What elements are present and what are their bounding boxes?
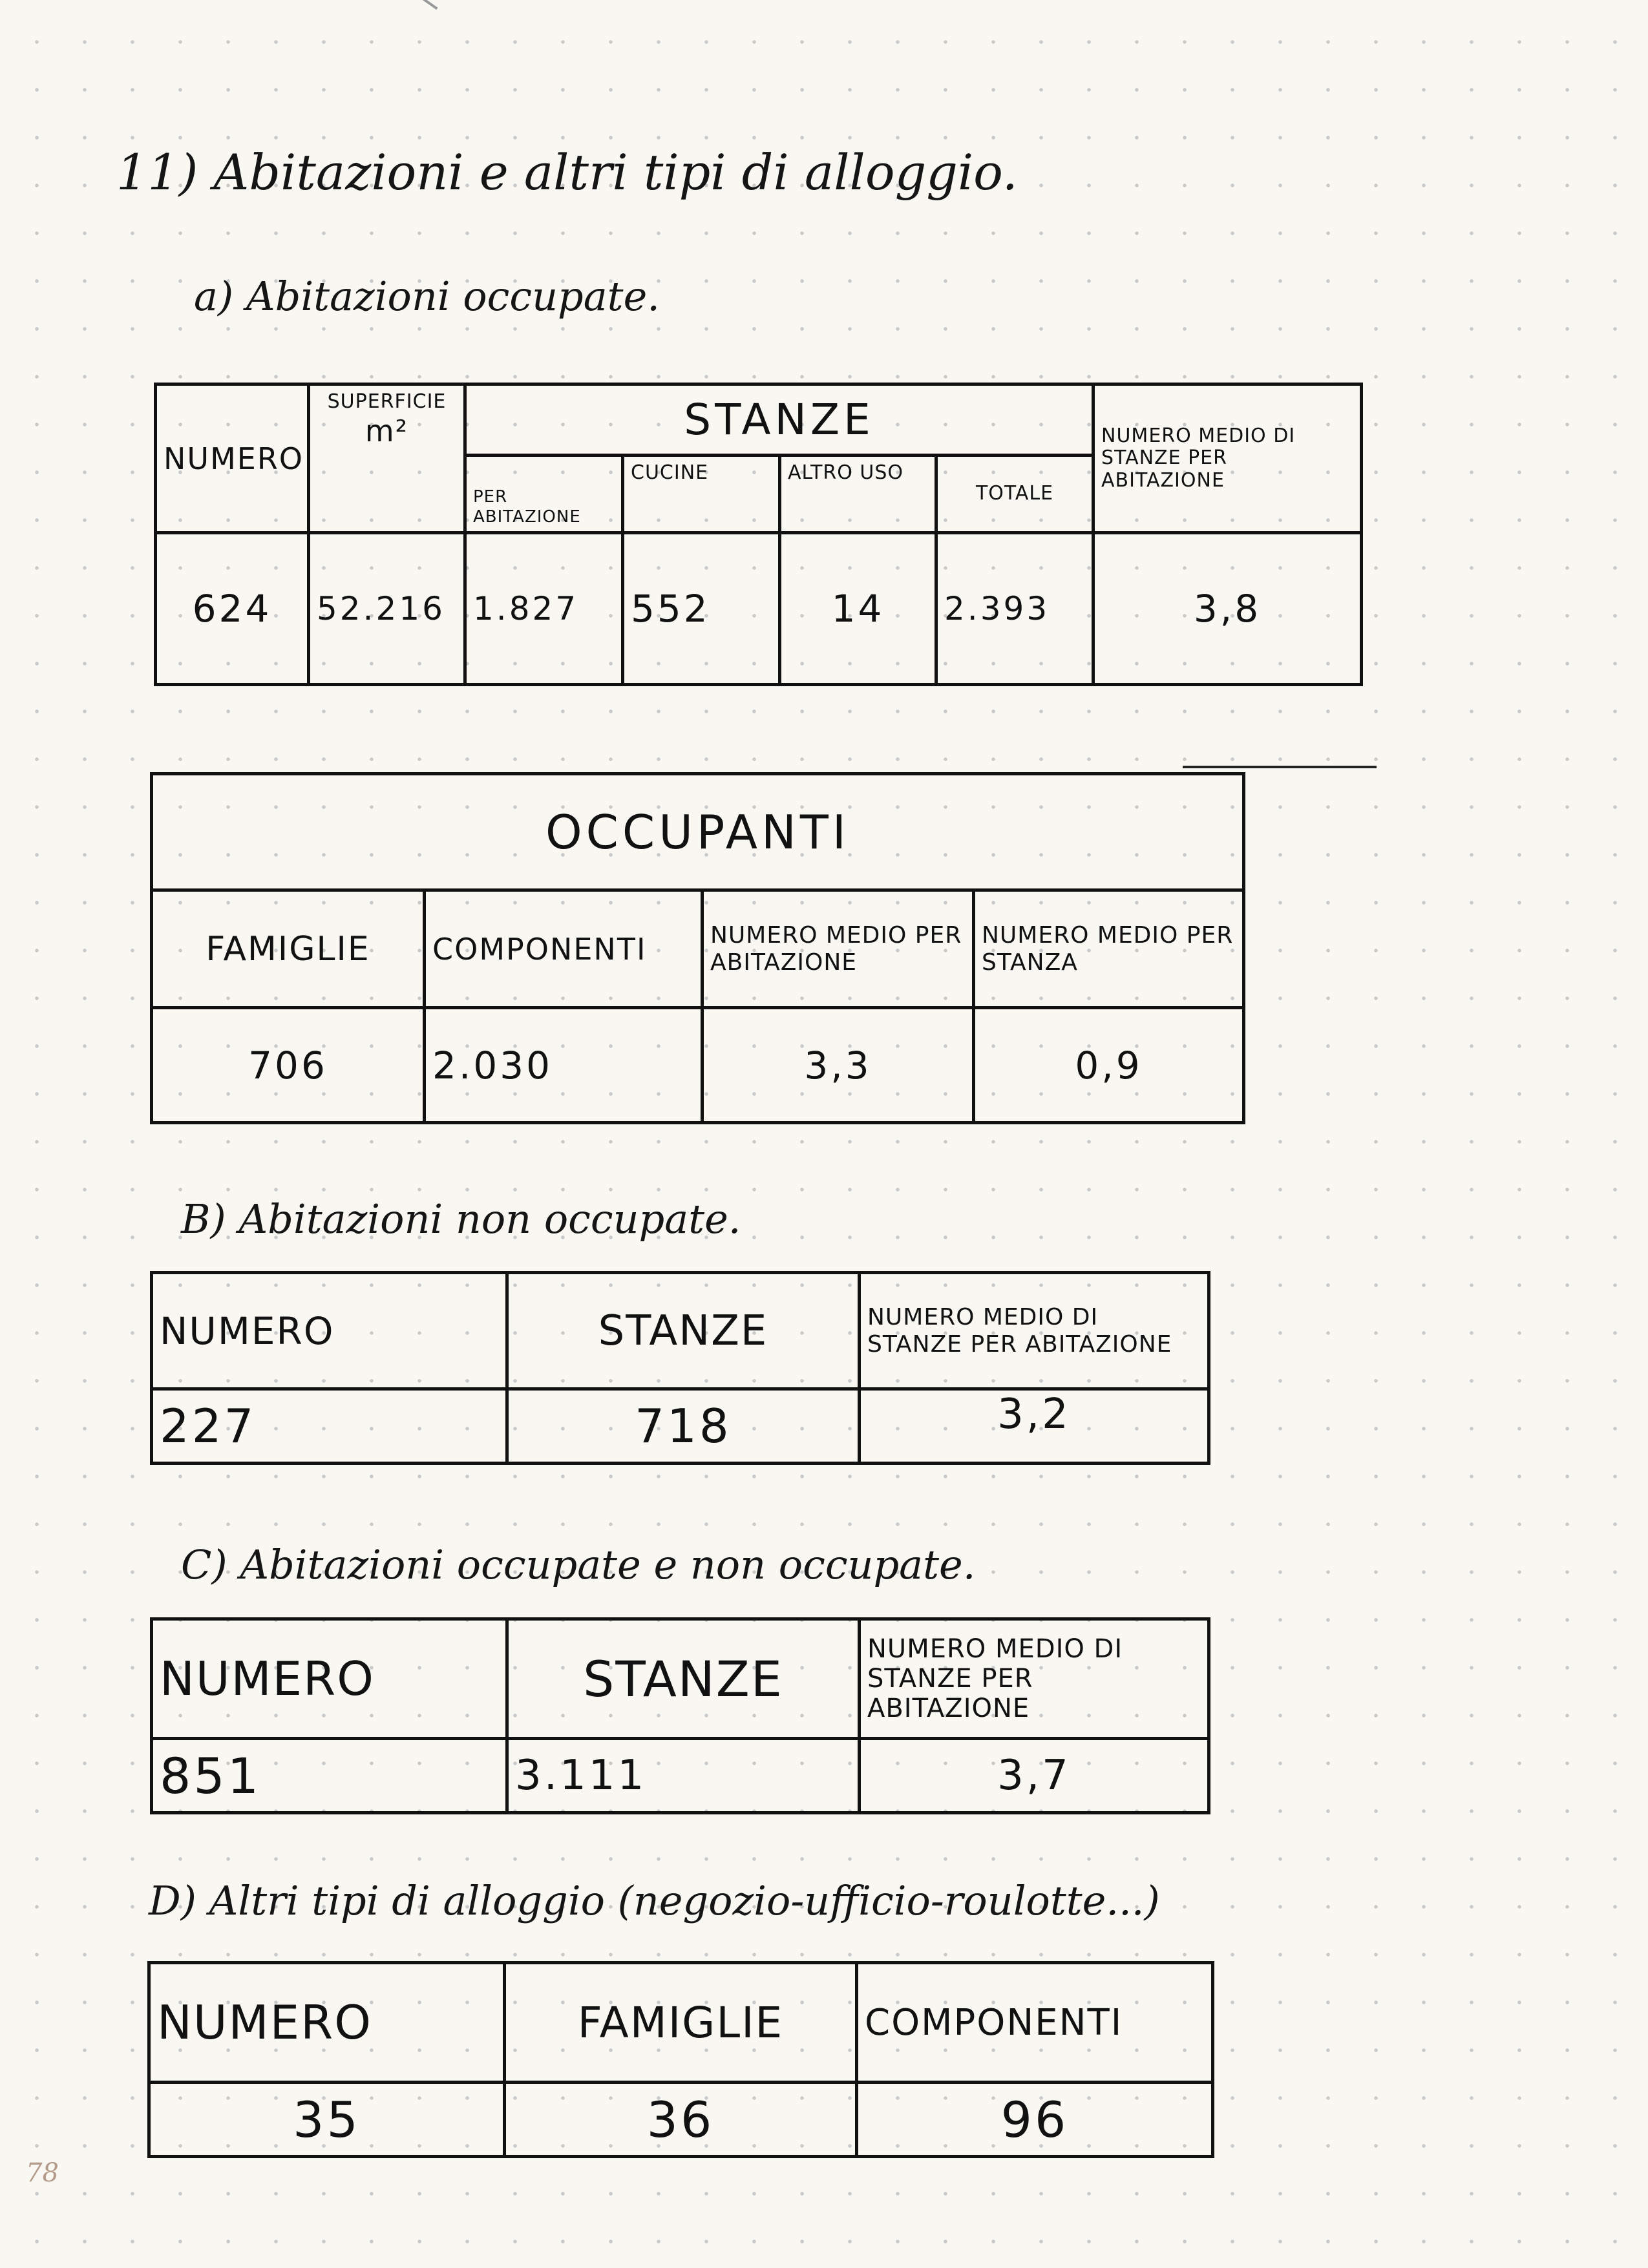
value-medio-stanza: 0,9 [974, 1008, 1244, 1123]
horizontal-rule [1183, 766, 1377, 768]
table-abitazioni-occupate [154, 383, 1363, 686]
value-stanze: 718 [507, 1389, 860, 1464]
value-famiglie: 36 [505, 2083, 857, 2157]
value-stanze: 3.111 [507, 1739, 860, 1813]
header-totale: TOTALE [936, 456, 1093, 533]
header-medio-abitazione: NUMERO MEDIO PER ABITAZIONE [703, 890, 974, 1008]
header-superficie-unit: m² [364, 413, 409, 448]
table-altri-tipi-alloggio [147, 1961, 1214, 2158]
table-occupanti [150, 772, 1245, 1124]
header-occupanti: OCCUPANTI [152, 774, 1244, 890]
value-numero-medio: 3,7 [860, 1739, 1209, 1813]
value-totale: 2.393 [936, 533, 1093, 685]
value-cucine: 552 [623, 533, 780, 685]
header-cucine: CUCINE [623, 456, 780, 533]
value-superficie: 52.216 [309, 533, 465, 685]
value-componenti: 96 [857, 2083, 1213, 2157]
value-numero: 624 [156, 533, 309, 685]
header-componenti: COMPONENTI [857, 1963, 1213, 2083]
value-famiglie: 706 [152, 1008, 425, 1123]
value-numero: 35 [149, 2083, 505, 2157]
page-title: 11) Abitazioni e altri tipi di alloggio. [116, 143, 1018, 201]
table-abitazioni-non-occupate [150, 1271, 1210, 1465]
header-famiglie: FAMIGLIE [505, 1963, 857, 2083]
value-componenti: 2.030 [425, 1008, 703, 1123]
table-abitazioni-occupate-e-non [150, 1617, 1210, 1814]
header-superficie: SUPERFICIE [327, 390, 447, 413]
header-stanze: STANZE [507, 1273, 860, 1389]
header-numero: NUMERO [152, 1273, 507, 1389]
header-numero: NUMERO [152, 1619, 507, 1739]
header-numero: NUMERO [149, 1963, 505, 2083]
header-componenti: COMPONENTI [425, 890, 703, 1008]
value-numero-medio: 3,2 [860, 1389, 1209, 1464]
header-numero: NUMERO [156, 384, 309, 533]
header-stanze: STANZE [465, 384, 1093, 456]
header-famiglie: FAMIGLIE [152, 890, 425, 1008]
value-numero: 851 [152, 1739, 507, 1813]
section-b-label: B) Abitazioni non occupate. [181, 1195, 741, 1243]
value-altro-uso: 14 [780, 533, 936, 685]
header-altro-uso: ALTRO USO [780, 456, 936, 533]
value-numero: 227 [152, 1389, 507, 1464]
header-per-abitazione: PER ABITAZIONE [465, 456, 623, 533]
section-c-label: C) Abitazioni occupate e non occupate. [181, 1541, 976, 1588]
section-a-label: a) Abitazioni occupate. [194, 273, 660, 320]
header-superficie-cell [309, 384, 465, 533]
corner-mark [415, 0, 438, 10]
page-number: 78 [26, 2158, 59, 2188]
header-numero-medio: NUMERO MEDIO DI STANZE PER ABITAZIONE [860, 1273, 1209, 1389]
header-stanze: STANZE [507, 1619, 860, 1739]
header-medio-stanza: NUMERO MEDIO PER STANZA [974, 890, 1244, 1008]
value-per-abitazione: 1.827 [465, 533, 623, 685]
header-numero-medio: NUMERO MEDIO DI STANZE PER ABITAZIONE [860, 1619, 1209, 1739]
value-medio-abitazione: 3,3 [703, 1008, 974, 1123]
value-numero-medio: 3,8 [1093, 533, 1362, 685]
section-d-label: D) Altri tipi di alloggio (negozio-ufficio-roulotte...) [149, 1877, 1160, 1924]
header-numero-medio: NUMERO MEDIO DI STANZE PER ABITAZIONE [1093, 384, 1362, 533]
